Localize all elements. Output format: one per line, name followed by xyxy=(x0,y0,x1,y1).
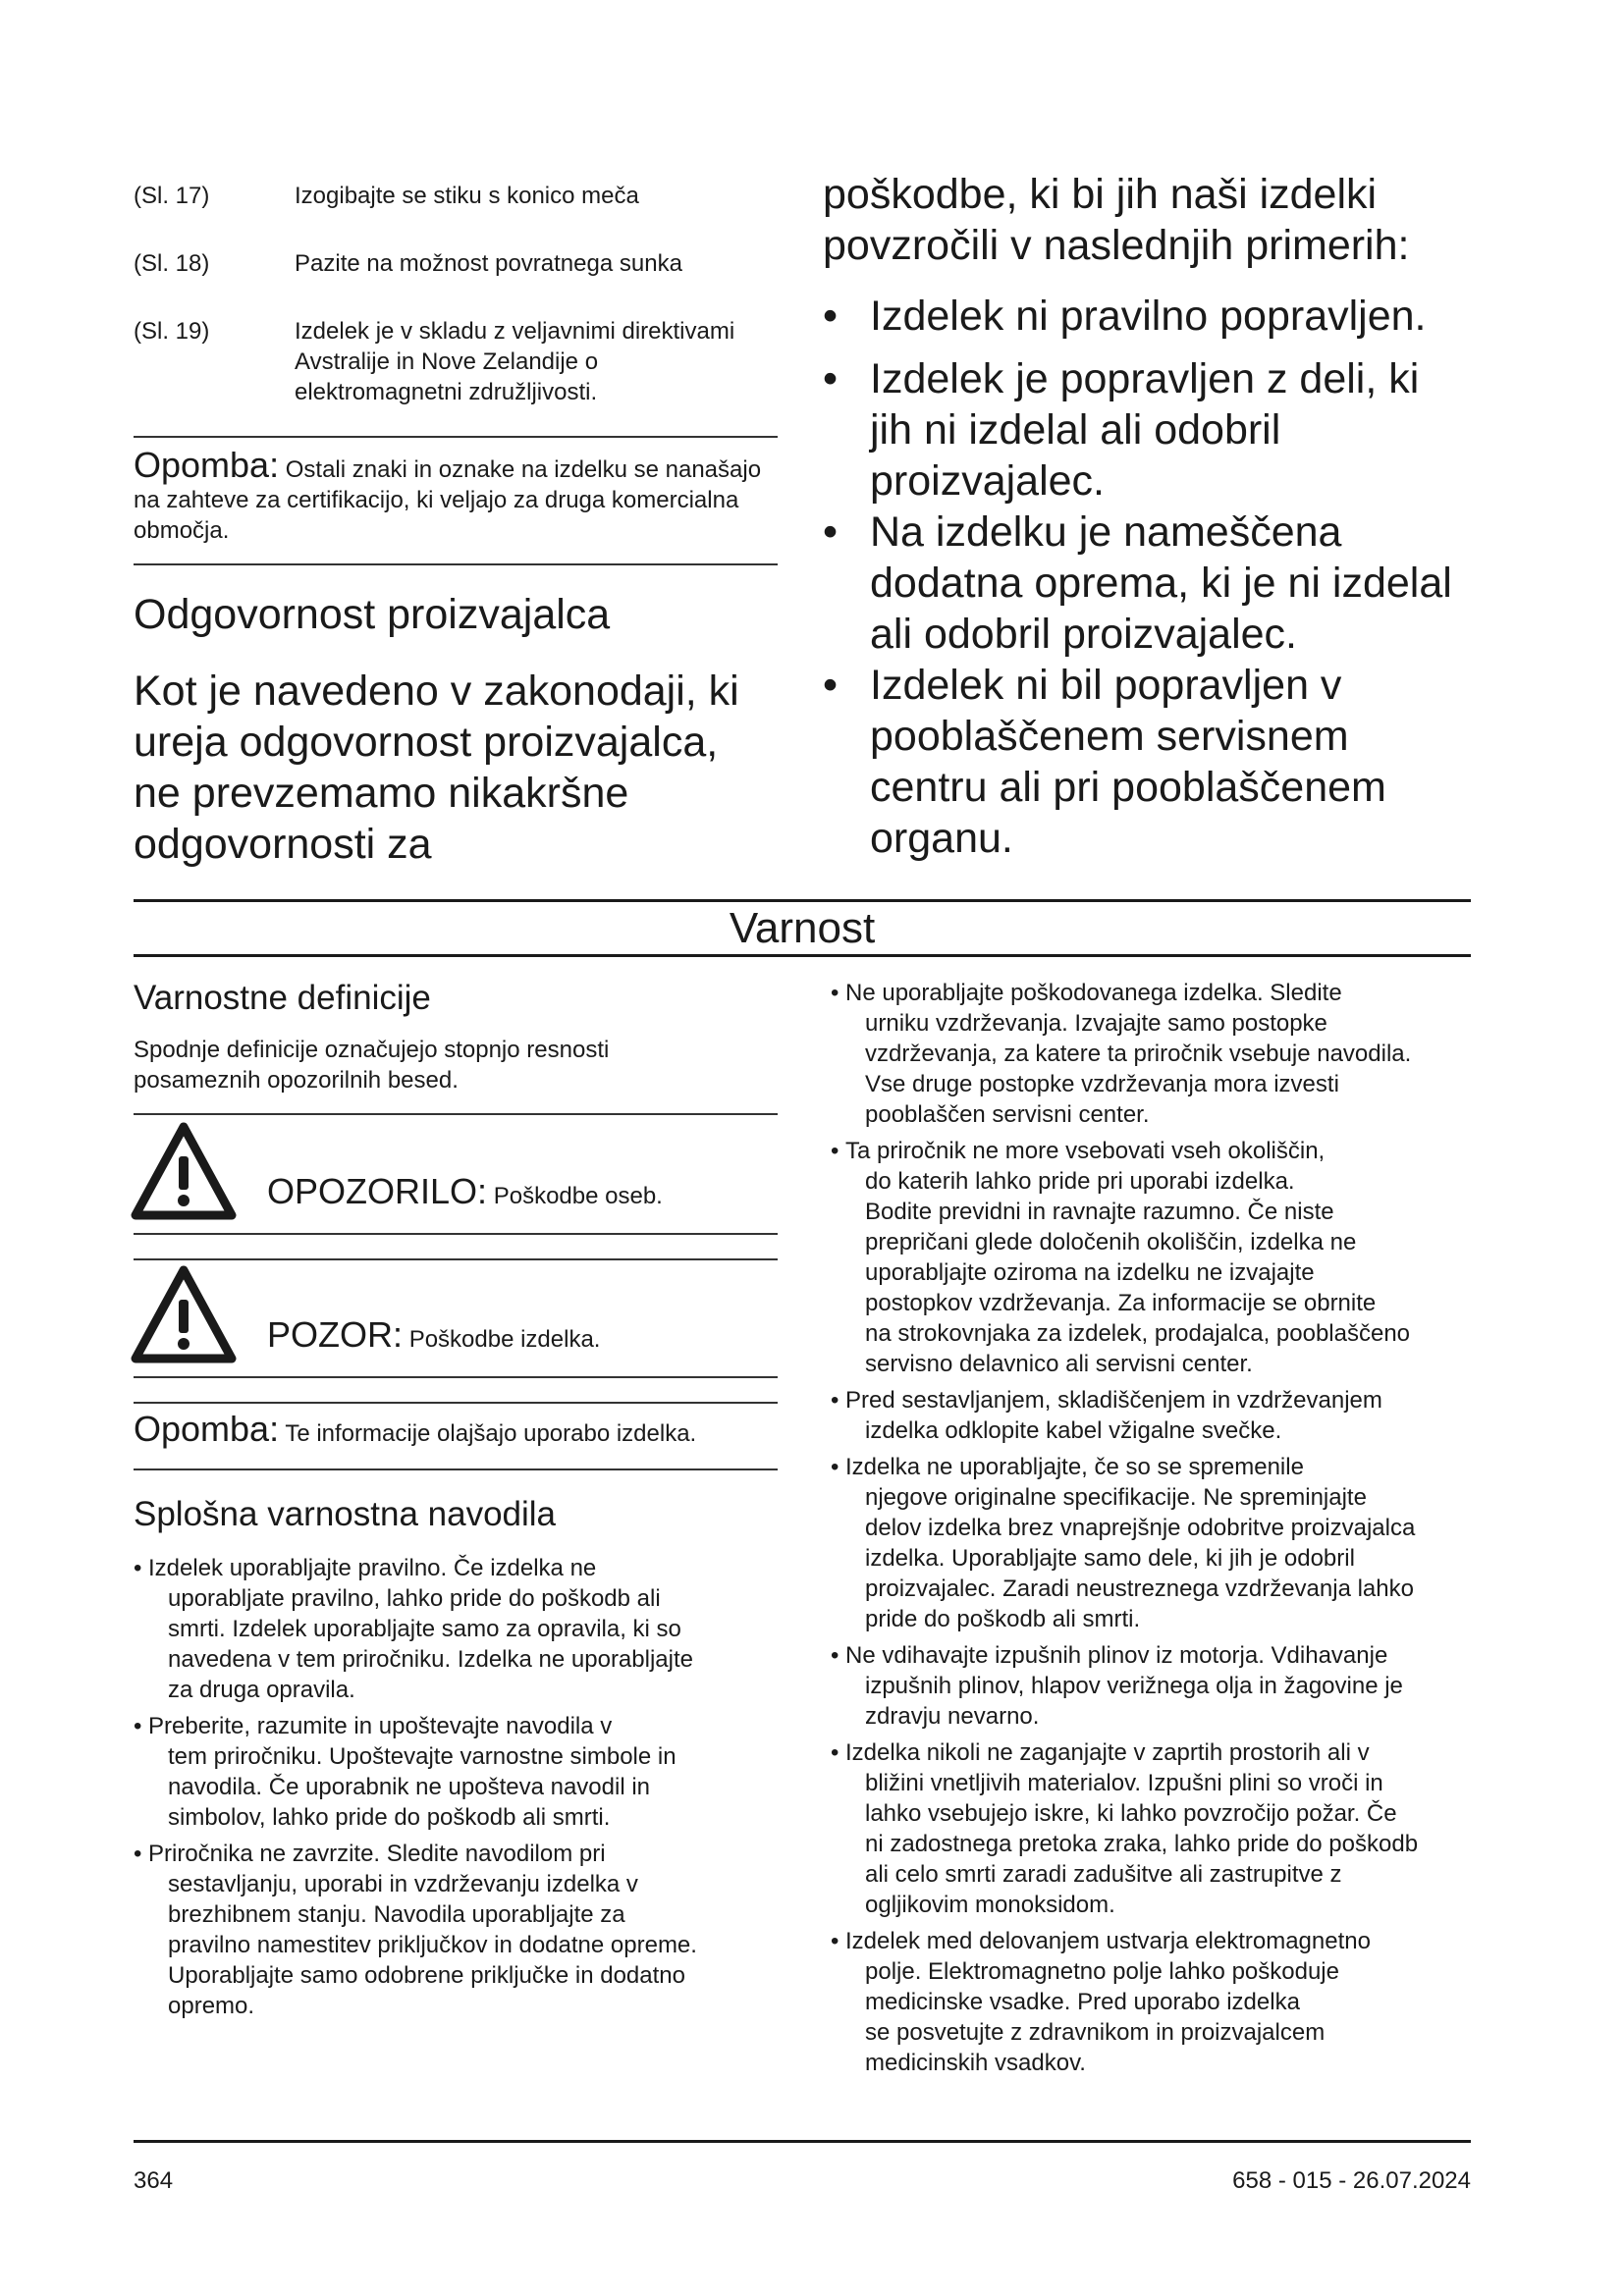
note-text: Te informacije olajšajo uporabo izdelka. xyxy=(285,1420,697,1447)
safety-list-line: uporabljajte oziroma na izdelku ne izvajajte xyxy=(865,1259,1315,1286)
warning-text: Poškodbe oseb. xyxy=(493,1183,663,1209)
divider xyxy=(134,1233,778,1235)
safety-list-line: pravilno namestitev priključkov in dodatne opreme. xyxy=(168,1932,697,1958)
safety-list-line: Pred sestavljanjem, skladiščenjem in vzdrževanjem xyxy=(845,1387,1382,1414)
divider xyxy=(134,563,778,565)
safety-list-line: proizvajalec. Zaradi neustreznega vzdrževanja lahko xyxy=(865,1575,1414,1602)
figure-desc: Izdelek je v skladu z veljavnimi direktivami Avstralije in Nove Zelandije o elektromagnetni združljivosti. xyxy=(295,318,735,405)
safety-list-item xyxy=(831,978,1479,1130)
safety-list-line: Bodite previdni in ravnajte razumno. Če niste xyxy=(865,1199,1334,1225)
document-code: 658 - 015 - 26.07.2024 xyxy=(1232,2167,1471,2194)
footer-rule xyxy=(134,2140,1471,2143)
safety-list-line: uporabljate pravilno, lahko pride do poškodb ali xyxy=(168,1585,661,1612)
caution-definition xyxy=(267,1314,778,1355)
safety-list-line: medicinskih vsadkov. xyxy=(865,2050,1086,2076)
general-safety-list-right xyxy=(831,978,1479,2084)
bullet-dot: • xyxy=(831,1928,839,1954)
note-definition xyxy=(134,1409,782,1449)
safety-list-item xyxy=(134,1839,782,2021)
caution-triangle-icon xyxy=(130,1264,238,1366)
safety-list-line: urniku vzdrževanja. Izvajajte samo postopke xyxy=(865,1010,1327,1037)
section-rule-bottom xyxy=(134,954,1471,957)
liability-bullet-text: Na izdelku je nameščena dodatna oprema, ki je ni izdelal ali odobril proizvajalec. xyxy=(870,508,1452,658)
warning-triangle-icon xyxy=(130,1121,238,1223)
bullet-dot: • xyxy=(831,1387,839,1414)
safety-list-line: Priročnika ne zavrzite. Sledite navodilom pri xyxy=(148,1841,606,1867)
definitions-heading: Varnostne definicije xyxy=(134,979,431,1017)
figure-code: (Sl. 17) xyxy=(134,183,210,209)
liability-intro: Kot je navedeno v zakonodaji, ki ureja odgovornost proizvajalca, ne prevzemamo nikakršne odgovornosti za xyxy=(134,667,739,868)
safety-list-line: se posvetujte z zdravnikom in proizvajalcem xyxy=(865,2019,1326,2046)
safety-list-line: lahko vsebujejo iskre, ki lahko povzročijo požar. Če xyxy=(865,1800,1397,1827)
figure-code: (Sl. 19) xyxy=(134,318,210,345)
bullet-dot: • xyxy=(831,1642,839,1669)
bullet-dot: • xyxy=(823,662,839,709)
safety-list-line: delov izdelka brez vnaprejšnje odobritve proizvajalca xyxy=(865,1515,1416,1541)
section-title: Varnost xyxy=(729,904,876,952)
caution-text: Poškodbe izdelka. xyxy=(408,1326,601,1353)
divider xyxy=(134,1468,778,1470)
page-number: 364 xyxy=(134,2167,174,2194)
safety-list-line: ogljikovim monoksidom. xyxy=(865,1892,1115,1918)
bullet-dot: • xyxy=(823,508,839,556)
safety-list-line: ali celo smrti zaradi zadušitve ali zastrupitve z xyxy=(865,1861,1342,1888)
bullet-dot: • xyxy=(134,1555,142,1581)
safety-list-line: servisno delavnico ali servisni center. xyxy=(865,1351,1253,1377)
safety-list-item xyxy=(831,1640,1479,1732)
safety-list-line: tem priročniku. Upoštevajte varnostne simbole in xyxy=(168,1743,677,1770)
safety-list-line: postopkov vzdrževanja. Za informacije se obrnite xyxy=(865,1290,1377,1316)
liability-bullet-text: Izdelek ni bil popravljen v pooblaščenem servisnem centru ali pri pooblaščenem organu. xyxy=(870,662,1386,862)
bullet-dot: • xyxy=(831,1454,839,1480)
bullet-dot: • xyxy=(134,1841,142,1867)
general-safety-list-left xyxy=(134,1553,782,2027)
safety-list-line: medicinske vsadke. Pred uporabo izdelka xyxy=(865,1989,1300,2015)
note-lead: Opomba: xyxy=(134,1409,280,1449)
liability-bullet-text: Izdelek je popravljen z deli, ki jih ni izdelal ali odobril proizvajalec. xyxy=(870,355,1420,505)
safety-list-item xyxy=(134,1711,782,1833)
bullet-dot: • xyxy=(831,980,839,1006)
divider xyxy=(134,1113,778,1115)
safety-list-line: brezhibnem stanju. Navodila uporabljajte za xyxy=(168,1901,625,1928)
safety-list-line: prepričani glede določenih okoliščin, izdelka ne xyxy=(865,1229,1357,1255)
safety-list-item xyxy=(831,1452,1479,1634)
warning-definition xyxy=(267,1171,778,1211)
caution-word: POZOR: xyxy=(267,1314,404,1355)
safety-list-line: polje. Elektromagnetno polje lahko poškoduje xyxy=(865,1958,1339,1985)
bullet-dot: • xyxy=(134,1713,142,1739)
safety-list-line: Vse druge postopke vzdrževanja mora izvesti xyxy=(865,1071,1339,1097)
safety-list-line: Izdelka ne uporabljajte, če so se spremenile xyxy=(845,1454,1304,1480)
safety-list-line: Izdelek med delovanjem ustvarja elektromagnetno xyxy=(845,1928,1371,1954)
safety-list-line: za druga opravila. xyxy=(168,1677,355,1703)
safety-list-line: izpušnih plinov, hlapov verižnega olja in žagovine je xyxy=(865,1673,1403,1699)
safety-list-line: njegove originalne specifikacije. Ne spreminjajte xyxy=(865,1484,1367,1511)
note-box xyxy=(134,445,772,546)
safety-list-line: bližini vnetljivih materialov. Izpušni plini so vroči in xyxy=(865,1770,1383,1796)
divider xyxy=(134,1258,778,1260)
safety-list-line: vzdrževanja, za katere ta priročnik vsebuje navodila. xyxy=(865,1041,1412,1067)
figure-code: (Sl. 18) xyxy=(134,250,210,277)
note-text: Ostali znaki in oznake na izdelku se nanašajo na zahteve za certifikacijo, ki veljajo za druga komercialna območja. xyxy=(134,456,762,544)
safety-list-line: Uporabljajte samo odobrene priključke in dodatno xyxy=(168,1962,685,1989)
safety-list-line: do katerih lahko pride pri uporabi izdelka. xyxy=(865,1168,1295,1195)
safety-list-line: zdravju nevarno. xyxy=(865,1703,1040,1730)
safety-list-line: navedena v tem priročniku. Izdelka ne uporabljajte xyxy=(168,1646,693,1673)
safety-list-item xyxy=(134,1553,782,1705)
divider xyxy=(134,1402,778,1404)
safety-list-line: izdelka odklopite kabel vžigalne svečke. xyxy=(865,1417,1282,1444)
bullet-dot: • xyxy=(831,1739,839,1766)
safety-list-line: Preberite, razumite in upoštevajte navodila v xyxy=(148,1713,613,1739)
safety-list-item xyxy=(831,1737,1479,1920)
safety-list-line: sestavljanju, uporabi in vzdrževanju izdelka v xyxy=(168,1871,638,1897)
liability-bullet-text: Izdelek ni pravilno popravljen. xyxy=(870,293,1427,340)
safety-list-line: simbolov, lahko pride do poškodb ali smrti. xyxy=(168,1804,611,1831)
bullet-dot: • xyxy=(823,355,839,402)
safety-list-line: opremo. xyxy=(168,1993,255,2019)
safety-list-item xyxy=(831,1926,1479,2078)
safety-list-line: smrti. Izdelek uporabljajte samo za opravila, ki so xyxy=(168,1616,681,1642)
safety-list-line: navodila. Če uporabnik ne upošteva navodil in xyxy=(168,1774,651,1800)
liability-heading: Odgovornost proizvajalca xyxy=(134,591,611,638)
figure-desc: Izogibajte se stiku s konico meča xyxy=(295,183,639,209)
safety-list-line: pride do poškodb ali smrti. xyxy=(865,1606,1141,1632)
section-rule-top xyxy=(134,899,1471,902)
safety-list-item xyxy=(831,1136,1479,1379)
bullet-dot: • xyxy=(831,1138,839,1164)
bullet-dot: • xyxy=(823,293,839,340)
definitions-intro: Spodnje definicije označujejo stopnjo resnosti posameznih opozorilnih besed. xyxy=(134,1037,610,1094)
note-lead: Opomba: xyxy=(134,445,280,485)
safety-list-line: Ta priročnik ne more vsebovati vseh okoliščin, xyxy=(845,1138,1326,1164)
safety-list-line: ni zadostnega pretoka zraka, lahko pride do poškodb xyxy=(865,1831,1419,1857)
liability-intro-cont: poškodbe, ki bi jih naši izdelki povzročili v naslednjih primerih: xyxy=(823,171,1410,269)
safety-list-line: Ne uporabljajte poškodovanega izdelka. Sledite xyxy=(845,980,1342,1006)
safety-list-line: izdelka. Uporabljajte samo dele, ki jih je odobril xyxy=(865,1545,1355,1572)
safety-list-line: Izdelka nikoli ne zaganjajte v zaprtih prostorih ali v xyxy=(845,1739,1370,1766)
safety-list-line: Izdelek uporabljajte pravilno. Če izdelka ne xyxy=(148,1555,597,1581)
safety-list-line: Ne vdihavajte izpušnih plinov iz motorja. Vdihavanje xyxy=(845,1642,1388,1669)
safety-list-line: na strokovnjaka za izdelek, prodajalca, pooblaščeno xyxy=(865,1320,1411,1347)
divider xyxy=(134,1376,778,1378)
divider xyxy=(134,436,778,438)
warning-word: OPOZORILO: xyxy=(267,1171,488,1211)
safety-list-item xyxy=(831,1385,1479,1446)
figure-desc: Pazite na možnost povratnega sunka xyxy=(295,250,682,277)
general-safety-heading: Splošna varnostna navodila xyxy=(134,1495,557,1533)
safety-list-line: pooblaščen servisni center. xyxy=(865,1101,1150,1128)
